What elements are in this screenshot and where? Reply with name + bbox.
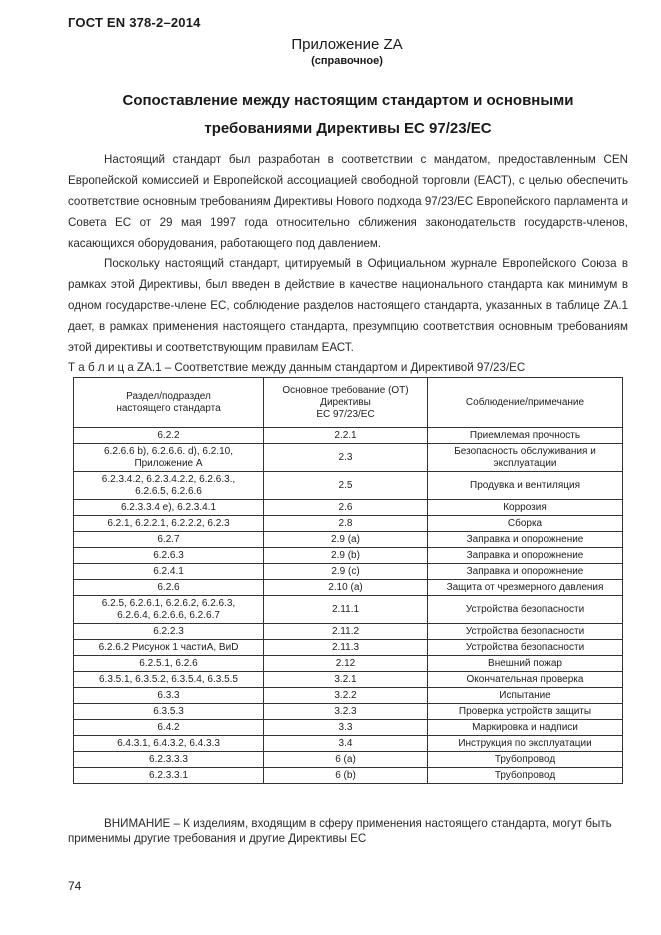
table-row: 6.4.3.1, 6.4.3.2, 6.4.3.3 3.4 Инструкция по эксплуатации <box>74 736 623 752</box>
annex-title: Приложение ZA <box>291 36 403 53</box>
table-row: 6.2.5.1, 6.2.6 2.12 Внешний пожар <box>74 656 623 672</box>
presumption-paragraph: Поскольку настоящий стандарт, цитируемый в Официальном журнале Европейского Союза в рамках этой Директивы, был введен в действие в качестве национального стандарта как минимум в одном государстве-члене ЕС, соблюдение разделов настоящего стандарта, указанных в таблице ZA.1 дает, в рамках применения настоящего стандарта, презумпцию соответствия основным требованиям этой директивы и соответствующим правилам ЕАСТ. <box>68 257 628 354</box>
table-row: 6.2.4.1 2.9 (c) Заправка и опорожнение <box>74 564 623 580</box>
table-row: 6.2.6.2 Рисунок 1 частиА, ВиD 2.11.3 Устройства безопасности <box>74 640 623 656</box>
header-requirement: Основное требование (ОТ) Директивы ЕС 97/23/ЕС <box>264 378 428 428</box>
table-row: 6.2.1, 6.2.2.1, 6.2.2.2, 6.2.3 2.8 Сборка <box>74 516 623 532</box>
annex-subtitle: (справочное) <box>311 55 383 67</box>
table-row: 6.2.6.3 2.9 (b) Заправка и опорожнение <box>74 548 623 564</box>
table-row: 6.2.3.4.2, 6.2.3.4.2.2, 6.2.6.3., 6.2.6.5, 6.2.6.6 2.5 Продувка и вентиляция <box>74 472 623 500</box>
table-row: 6.3.5.3 3.2.3 Проверка устройств защиты <box>74 704 623 720</box>
attention-note: ВНИМАНИЕ – К изделиям, входящим в сферу применения настоящего стандарта, могут быть применимы другие требования и другие Директивы ЕС <box>68 817 612 845</box>
table-row: 6.3.3 3.2.2 Испытание <box>74 688 623 704</box>
table-row: 6.4.2 3.3 Маркировка и надписи <box>74 720 623 736</box>
table-row: 6.2.3.3.1 6 (b) Трубопровод <box>74 768 623 784</box>
table-row: 6.2.7 2.9 (a) Заправка и опорожнение <box>74 532 623 548</box>
section-heading-line2: требованиями Директивы ЕС 97/23/ЕС <box>204 120 492 137</box>
intro-paragraph: Настоящий стандарт был разработан в соответствии с мандатом, предоставленным CEN Европейской комиссией и Европейской ассоциацией свободной торговли (ЕАСТ), с целью обеспечить соответствие основным требованиям Директивы Нового подхода 97/23/ЕС Европейского парламента и Совета ЕС от 29 мая 1997 года относительно сближения законодательств государств-членов, касающихся оборудования, работающего под давлением. <box>68 153 628 250</box>
section-heading-line1: Сопоставление между настоящим стандартом и основными <box>122 92 574 109</box>
table-row: 6.2.6.6 b), 6.2.6.6. d), 6.2.10, Приложение А 2.3 Безопасность обслуживания и эксплуатации <box>74 444 623 472</box>
table-row: 6.2.2 2.2.1 Приемлемая прочность <box>74 428 623 444</box>
header-compliance: Соблюдение/примечание <box>428 378 623 428</box>
table-row: 6.2.6 2.10 (a) Защита от чрезмерного давления <box>74 580 623 596</box>
correspondence-table <box>73 377 623 784</box>
document-code: ГОСТ EN 378-2–2014 <box>68 15 201 30</box>
table-row: 6.2.5, 6.2.6.1, 6.2.6.2, 6.2.6.3, 6.2.6.4, 6.2.6.6, 6.2.6.7 2.11.1 Устройства безопасности <box>74 596 623 624</box>
table-caption: Т а б л и ц а ZA.1 – Соответствие между данным стандартом и Директивой 97/23/ЕС <box>68 361 526 374</box>
table-row: 6.2.3.3.3 6 (a) Трубопровод <box>74 752 623 768</box>
table-row: 6.2.2.3 2.11.2 Устройства безопасности <box>74 624 623 640</box>
header-section: Раздел/подраздел настоящего стандарта <box>74 378 264 428</box>
table-row: 6.2.3.3.4 е), 6.2.3.4.1 2.6 Коррозия <box>74 500 623 516</box>
page-number: 74 <box>68 879 82 893</box>
table-header-row <box>74 378 623 428</box>
table-row: 6.3.5.1, 6.3.5.2, 6.3.5.4, 6.3.5.5 3.2.1 Окончательная проверка <box>74 672 623 688</box>
